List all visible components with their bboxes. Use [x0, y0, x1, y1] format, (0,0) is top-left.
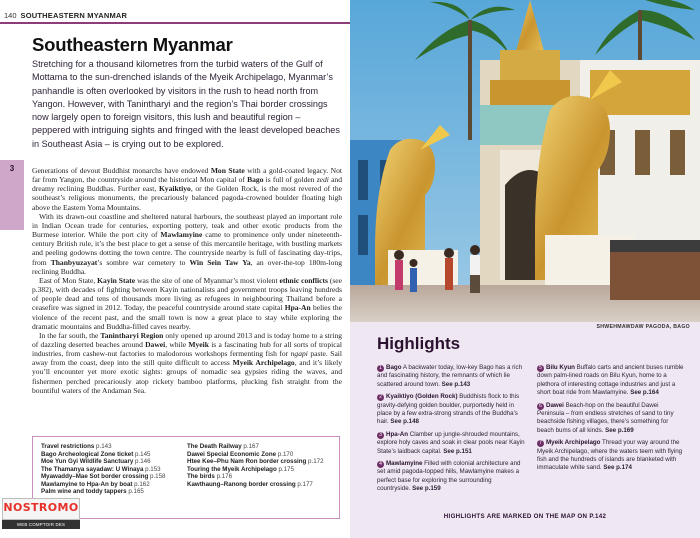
body-text: [32, 166, 342, 395]
highlight-page-ref[interactable]: See p.148: [390, 418, 419, 426]
highlight-text: Filled with colonial architecture and set amid pagoda-topped hills, Mawlamyine makes a perfect base for exploring the surrounding countryside.: [377, 460, 521, 493]
highlight-item: [377, 431, 525, 456]
highlight-text: Clamber up jungle-shrouded mountains, explore holy caves and soak in clear pools near Kayin State’s laidback capital.: [377, 430, 525, 455]
feature-page: p.146: [133, 458, 151, 465]
highlight-item: [377, 460, 525, 494]
feature-link[interactable]: [187, 451, 337, 459]
highlight-text: A backwater today, low-key Bago has a rich and fascinating history, the remnants of which lie scattered around town.: [377, 364, 523, 388]
feature-link[interactable]: [187, 466, 337, 474]
pagoda-photo: [350, 0, 700, 322]
feature-page: p.176: [214, 473, 233, 480]
highlight-page-ref[interactable]: See p.169: [605, 426, 634, 434]
feature-name: The Death Railway: [187, 443, 242, 450]
bold-term: ethnic conflicts: [279, 275, 328, 285]
feature-link[interactable]: [187, 443, 337, 451]
feature-name: Mawlamyine to Hpa-An by boat: [41, 480, 133, 488]
highlight-text: Beach-hop on the beautiful Dawei Peninsula – from endless stretches of sand to tiny beachside fishing villages, there’s something for beach bums of all kinds.: [537, 401, 674, 434]
highlight-page-ref[interactable]: See p.151: [443, 447, 472, 455]
bold-term: Kayin State: [97, 275, 136, 285]
body-paragraph: In the far south, the Tanintharyi Region only opened up around 2013 and is today home to a string of dazzling deserted beaches around Dawei, while Myeik is a fascinating hub for all sorts of tropical industries, from cashew-nut factories to malodorous workshops fermenting fish for ngapi paste. Sail away from the coast, deep into the still quite difficult to access Myeik Archipelago, and it’s likely you’ll encounter yet more exotic sights: groups of nomadic sea gypsies riding the waves, and fishermen perched precariously atop rickety bamboo platforms, plucking fish straight from the bountiful waters of the Andaman Sea.: [32, 330, 342, 395]
feature-page: p.177: [295, 480, 313, 488]
highlight-name: Bilu Kyun: [546, 364, 575, 371]
right-page: [350, 0, 700, 538]
highlight-name: Myeik Archipelago: [546, 439, 601, 447]
highlight-text: Buddhists flock to this gravity-defying golden boulder, purportedly held in place by a few extra-strong strands of the Buddha’s hair.: [377, 393, 520, 426]
feature-page: p.143: [94, 443, 112, 450]
feature-name: Myawaddy–Mae Sot border crossing: [41, 473, 149, 480]
bold-term: Bago: [247, 175, 264, 185]
feature-link[interactable]: [187, 481, 337, 489]
bold-term: Thanbyuzayat: [50, 257, 98, 267]
highlight-item: [537, 364, 685, 398]
highlights-footer: HIGHLIGHTS ARE MARKED ON THE MAP ON P.142: [443, 513, 607, 520]
highlight-text: Buffalo carts and ancient buses rumble down palm-lined roads on Bilu Kyun, home to a plethora of interesting cottage industries and just a short boat ride from Mawlamyine.: [537, 364, 684, 397]
feature-name: Palm wine and toddy tappers: [41, 488, 127, 495]
highlight-name: Dawei: [546, 401, 564, 409]
highlight-item: [537, 402, 685, 436]
highlight-number: 1: [377, 365, 384, 372]
bold-term: Myeik: [188, 339, 209, 349]
italic-term: ngapi: [290, 349, 308, 359]
section-name: SOUTHEASTERN MYANMAR: [20, 10, 128, 20]
feature-page: p.158: [148, 473, 166, 480]
feature-name: Dawei Special Economic Zone: [187, 450, 277, 458]
highlights-column-right: [537, 364, 685, 477]
highlight-page-ref[interactable]: See p.164: [630, 389, 659, 397]
feature-link[interactable]: [187, 458, 337, 466]
highlight-page-ref[interactable]: See p.143: [441, 380, 471, 388]
highlight-number: 2: [377, 394, 384, 401]
feature-link[interactable]: [41, 488, 191, 496]
highlight-item: [537, 439, 685, 473]
running-head: [4, 9, 127, 21]
feature-page: p.167: [241, 443, 259, 450]
intro-paragraph: Stretching for a thousand kilometres from the turbid waters of the Gulf of Mottama to the sun-drenched islands of the Myeik Archipelago, Myanmar’s panhandle is often overlooked by visitors in the rush to head north from Yangon. However, with Tanintharyi and the region’s Thai border crossings now largely open to foreign visitors, this lush and beautiful region – peppered with intriguing sights and fringed with the least developed beaches in Southeast Asia – is crying out to be explored.: [32, 59, 340, 149]
bold-term: Kyaiktiyo: [158, 184, 191, 194]
feature-page: p.175: [276, 465, 294, 473]
photo-caption: SHWEHMAWDAW PAGODA, BAGO: [596, 324, 690, 330]
highlight-text: Thread your way around the Myeik Archipelago, where the waters teem with flying fish and the hundreds of islands are blanketed with immaculate white sand.: [537, 439, 683, 472]
highlight-number: 4: [377, 461, 384, 468]
watermark-logo: [2, 498, 80, 536]
highlight-item: [377, 393, 525, 427]
logo-word: NOSTROMO: [3, 501, 79, 514]
feature-page: p.170: [276, 450, 294, 458]
feature-page: p.153: [143, 465, 161, 473]
feature-page: p.145: [133, 450, 151, 458]
bold-term: Hpa-An: [284, 303, 311, 313]
highlights-column-left: [377, 364, 525, 498]
header-rule: [0, 22, 350, 24]
feature-link[interactable]: [41, 466, 191, 474]
chapter-number: 3: [9, 164, 15, 173]
highlight-name: Hpa-An: [386, 430, 408, 438]
highlight-page-ref[interactable]: See p.159: [412, 485, 441, 493]
body-paragraph: With its drawn-out coastline and sheltered natural harbours, the southeast played an important role in Indian Ocean trade for centuries, exporting pottery, teak and other exotic products from the Burmese interior. While the port city of Mawlamyine came to prominence only under nineteenth-century British rule, it’s the best place to get a sense of this mercantile heritage, with bustling markets and peeling godowns dotting the town centre. The countryside nearby is full of fascinating day-trips, from Thanbyuzayat’s sombre war cemetery to Win Sein Taw Ya, an over-the-top 180m-long reclining Buddha.: [32, 211, 342, 276]
feature-name: Htee Kee–Phu Nam Ron border crossing: [187, 458, 307, 465]
feature-page: p.162: [132, 480, 150, 488]
italic-term: zedi: [316, 175, 329, 185]
bold-term: Mon State: [210, 166, 245, 175]
feature-name: Travel restrictions: [41, 443, 95, 450]
features-list-left: [41, 443, 191, 496]
feature-name: Touring the Myeik Archipelago: [187, 465, 277, 473]
bold-term: Tanintharyi Region: [100, 330, 164, 340]
highlight-page-ref[interactable]: See p.174: [603, 464, 632, 472]
feature-name: Bago Archeological Zone ticket: [41, 450, 134, 458]
feature-name: The birds: [187, 473, 215, 480]
body-paragraph: East of Mon State, Kayin State was the site of one of Myanmar’s most violent ethnic conflicts (see p.382), with decades of fighting between Kayin nationalists and government troops leaving hundreds of people dead and tens of thousands more living as refugees in neighbouring Thailand before a ceasefire was signed in 2012. Today, the peaceful countryside around state capital Hpa-An belies the violence of the recent past, and the small town is now a great place to stay while exploring the dramatic mountains and Buddha-filled caves nearby.: [32, 275, 342, 331]
highlight-name: Mawlamyine: [386, 460, 423, 468]
features-list-right: [187, 443, 337, 488]
feature-link[interactable]: [41, 451, 191, 459]
highlight-item: [377, 364, 525, 389]
highlight-number: 5: [537, 365, 544, 372]
feature-name: The Thamanya sayadaw: U Winaya: [41, 465, 144, 473]
feature-link[interactable]: [41, 481, 191, 489]
bold-term: Dawei: [145, 339, 166, 349]
highlight-number: 3: [377, 432, 384, 439]
feature-link[interactable]: [41, 473, 191, 481]
feature-name: Moe Yun Gyi Wildlife Sanctuary: [41, 458, 134, 465]
feature-link[interactable]: [187, 473, 337, 481]
highlight-name: Bago: [386, 364, 402, 371]
bold-term: Mawlamyine: [160, 230, 203, 240]
page-number: 140: [4, 10, 17, 20]
feature-page: p.165: [126, 488, 144, 495]
body-paragraph: Generations of devout Buddhist monarchs have endowed Mon State with a gold-coated legacy. Not far from Yangon, the countryside around the historical Mon capital of Bago is full of golden zedi and dreamy reclining Buddhas. Further east, Kyaiktiyo, or the Golden Rock, is the most revered of the southeast’s religious monuments, the precariously balanced pagoda-crowned boulder floating high above the Eastern Yoma Mountains.: [32, 166, 342, 212]
highlight-number: 7: [537, 440, 544, 447]
logo-tagline: WEB COMPTOIR DES VOYAGEURS: [2, 520, 80, 529]
feature-page: p.172: [306, 458, 324, 465]
bold-term: Win Sein Taw Ya: [189, 257, 251, 267]
bold-term: Myeik Archipelago: [232, 358, 295, 368]
highlight-number: 6: [537, 403, 544, 410]
feature-link[interactable]: [41, 458, 191, 466]
page-title: Southeastern Myanmar: [32, 34, 233, 55]
feature-link[interactable]: [41, 443, 191, 451]
highlights-title: Highlights: [377, 334, 461, 353]
highlight-name: Kyaiktiyo (Golden Rock): [386, 393, 458, 401]
feature-name: Kawthaung–Ranong border crossing: [187, 480, 296, 488]
